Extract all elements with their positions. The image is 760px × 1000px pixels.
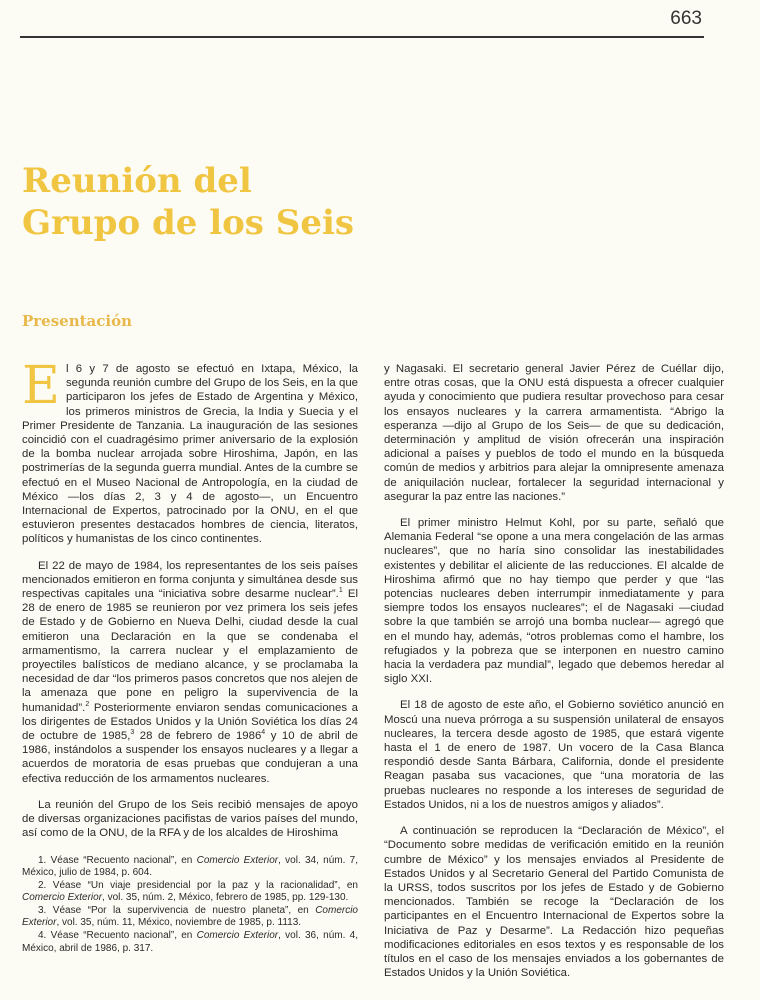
footnote xyxy=(22,905,358,930)
paragraph-text: l 6 y 7 de agosto se efectuó en Ixtapa, México, la segunda reunión cumbre del Grupo de los Seis, en la que participaron los jefes de Estado de Argentina y México, los primeros ministros de Grecia, la India y Suecia y el Primer Presidente de Tanzania. La inauguración de las sesiones coincidió con el cuadragésimo primer aniversario de la explosión de la bomba nuclear arrojada sobre Hiroshima, Japón, en las postrimerías de la segunda guerra mundial. Antes de la cumbre se efectuó en el Museo Nacional de Antropología, en la ciudad de México —los días 2, 3 y 4 de agosto—, un Encuentro Internacional de Expertos, patrocinado por la ONU, en el que estuvieron presentes destacados hombres de ciencia, literatos, políticos y humanistas de los cinco continentes. xyxy=(22,363,358,546)
footnote-text: 3. Véase “Por la supervivencia de nuestro planeta”, en xyxy=(38,904,316,916)
drop-cap: E xyxy=(22,356,60,416)
article-title xyxy=(22,160,354,244)
publication-title: Comercio Exterior xyxy=(22,892,103,904)
footnote-ref: 3 xyxy=(130,729,135,737)
footnote-text: , vol. 34, núm. 7, México, julio de 1984, p. 604. xyxy=(22,854,358,879)
paragraph-text: 28 de febrero de 1986 xyxy=(134,730,262,743)
publication-title: Comercio Exterior xyxy=(196,854,279,866)
left-column xyxy=(22,356,358,955)
footnote-ref: 1 xyxy=(338,587,343,595)
header-rule xyxy=(20,36,704,38)
paragraph xyxy=(22,356,358,547)
paragraph: y Nagasaki. El secretario general Javier Pérez de Cuéllar dijo, entre otras cosas, que la ONU está dispuesta a ofrecer cualquier ayuda y conocimiento que pudiera resultar provechoso para cesar los ensayos nucleares y la carrera armamentista. “Abrigo la esperanza —dijo al Grupo de los Seis— de que su dedicación, determinación y amplitud de visión ofrecerán una inspiración adicional a países y pueblos de todo el mundo en la búsqueda común de medios y arbitrios para alejar la omnipresente amenaza de aniquilación nuclear, fortalecer la seguridad internacional y asegurar la paz entre las naciones.” xyxy=(384,363,724,503)
title-line-2: Grupo de los Seis xyxy=(22,203,355,243)
paragraph: El 18 de agosto de este año, el Gobierno soviético anunció en Moscú una nueva prórroga a su suspensión unilateral de ensayos nucleares, la tercera desde agosto de 1985, que estará vigente hasta el 1 de enero de 1987. Un vocero de la Casa Blanca respondió desde Santa Bárbara, California, donde el presidente Reagan pasaba sus vacaciones, que “una moratoria de las pruebas nucleares no responde a los intereses de seguridad de Estados Unidos, ni a los de nuestros amigos y aliados”. xyxy=(384,699,724,811)
paragraph-text: Posteriormente enviaron sendas comunicaciones a los dirigentes de Estados Unidos y la Unión Soviética los días 24 de octubre de 1985, xyxy=(22,701,358,743)
footnote-text: 4. Véase “Recuento nacional”, en xyxy=(38,930,197,942)
page-number: 663 xyxy=(670,8,702,29)
footnote-ref: 4 xyxy=(261,729,266,737)
title-line-1: Reunión del xyxy=(22,161,252,201)
footnote-text: , vol. 35, núm. 11, México, noviembre de 1985, p. 1113. xyxy=(56,917,302,929)
footnote-text: , vol. 36, núm. 4, México, abril de 1986, p. 317. xyxy=(22,930,358,954)
paragraph-text: y 10 de abril de 1986, instándolos a suspender los ensayos nucleares y a llegar a acuerdos de moratoria de esas pruebas que condujeran a una efectiva reducción de los armamentos nucleares. xyxy=(22,730,358,785)
footnote xyxy=(22,880,358,905)
publication-title: Comercio Exterior xyxy=(196,930,279,942)
footnote-ref: 2 xyxy=(85,700,90,708)
paragraph: A continuación se reproducen la “Declaración de México”, el “Documento sobre medidas de verificación emitido en la reunión cumbre de México” y los mensajes enviados al Presidente de Estados Unidos y al Secretario General del Partido Comunista de la URSS, todos suscritos por los jefes de Estado y de Gobierno mencionados. También se recoge la “Declaración de los participantes en el Encuentro Internacional de Expertos sobre la Iniciativa de Paz y Desarme”. La Redacción hizo pequeñas modificaciones editoriales en esos textos y es responsable de los títulos en el caso de los mensajes enviados a los gobernantes de Estados Unidos y la Unión Soviética. xyxy=(384,825,724,980)
footnote xyxy=(22,930,358,955)
footnotes xyxy=(22,855,358,956)
paragraph-text: El 22 de mayo de 1984, los representantes de los seis países mencionados emitieron en forma conjunta y simultánea desde sus respectivas capitales una “iniciativa sobre desarme nuclear”. xyxy=(22,559,358,601)
footnote-text: 2. Véase “Un viaje presidencial por la paz y la racionalidad”, en xyxy=(38,879,358,891)
paragraph: La reunión del Grupo de los Seis recibió mensajes de apoyo de diversas organizaciones pacifistas de varios países del mundo, así como de la ONU, de la RFA y de los alcaldes de Hiroshima xyxy=(22,798,358,840)
publication-title: Comercio Exterior xyxy=(22,904,358,929)
right-column xyxy=(384,362,724,992)
paragraph xyxy=(22,559,358,786)
section-heading: Presentación xyxy=(22,312,133,330)
footnote-text: 1. Véase “Recuento nacional”, en xyxy=(38,854,197,866)
footnote-text: , vol. 35, núm. 2, México, febrero de 1985, pp. 129-130. xyxy=(102,892,349,904)
footnote xyxy=(22,855,358,880)
paragraph: El primer ministro Helmut Kohl, por su parte, señaló que Alemania Federal “se opone a una mera congelación de las armas nucleares”, que no haría sino consolidar las inestabilidades existentes y debilitar el aliciente de las reducciones. El alcalde de Hiroshima afirmó que no hay tiempo que perder y que “las potencias nucleares deben interrumpir inmediatamente y para siempre todos los ensayos nucleares”; el de Nagasaki —ciudad sobre la que también se arrojó una bomba nuclear— agregó que en el mundo hay, además, “otros problemas como el hambre, los refugiados y la pobreza que se interponen en nuestro camino hacia la verdadera paz mundial”, legado que debemos heredar al siglo XXI. xyxy=(384,517,724,686)
paragraph-text: El 28 de enero de 1985 se reunieron por vez primera los seis jefes de Estado y de Gobierno en Nueva Delhi, ciudad desde la cual emitieron una Declaración en la que se condenaba el armamentismo, la carrera nuclear y el emplazamiento de proyectiles balísticos de mediano alcance, y se proclamaba la necesidad de dar “los primeros pasos concretos que nos alejen de la amenaza que pone en peligro la supervivencia de la humanidad”. xyxy=(22,588,358,714)
